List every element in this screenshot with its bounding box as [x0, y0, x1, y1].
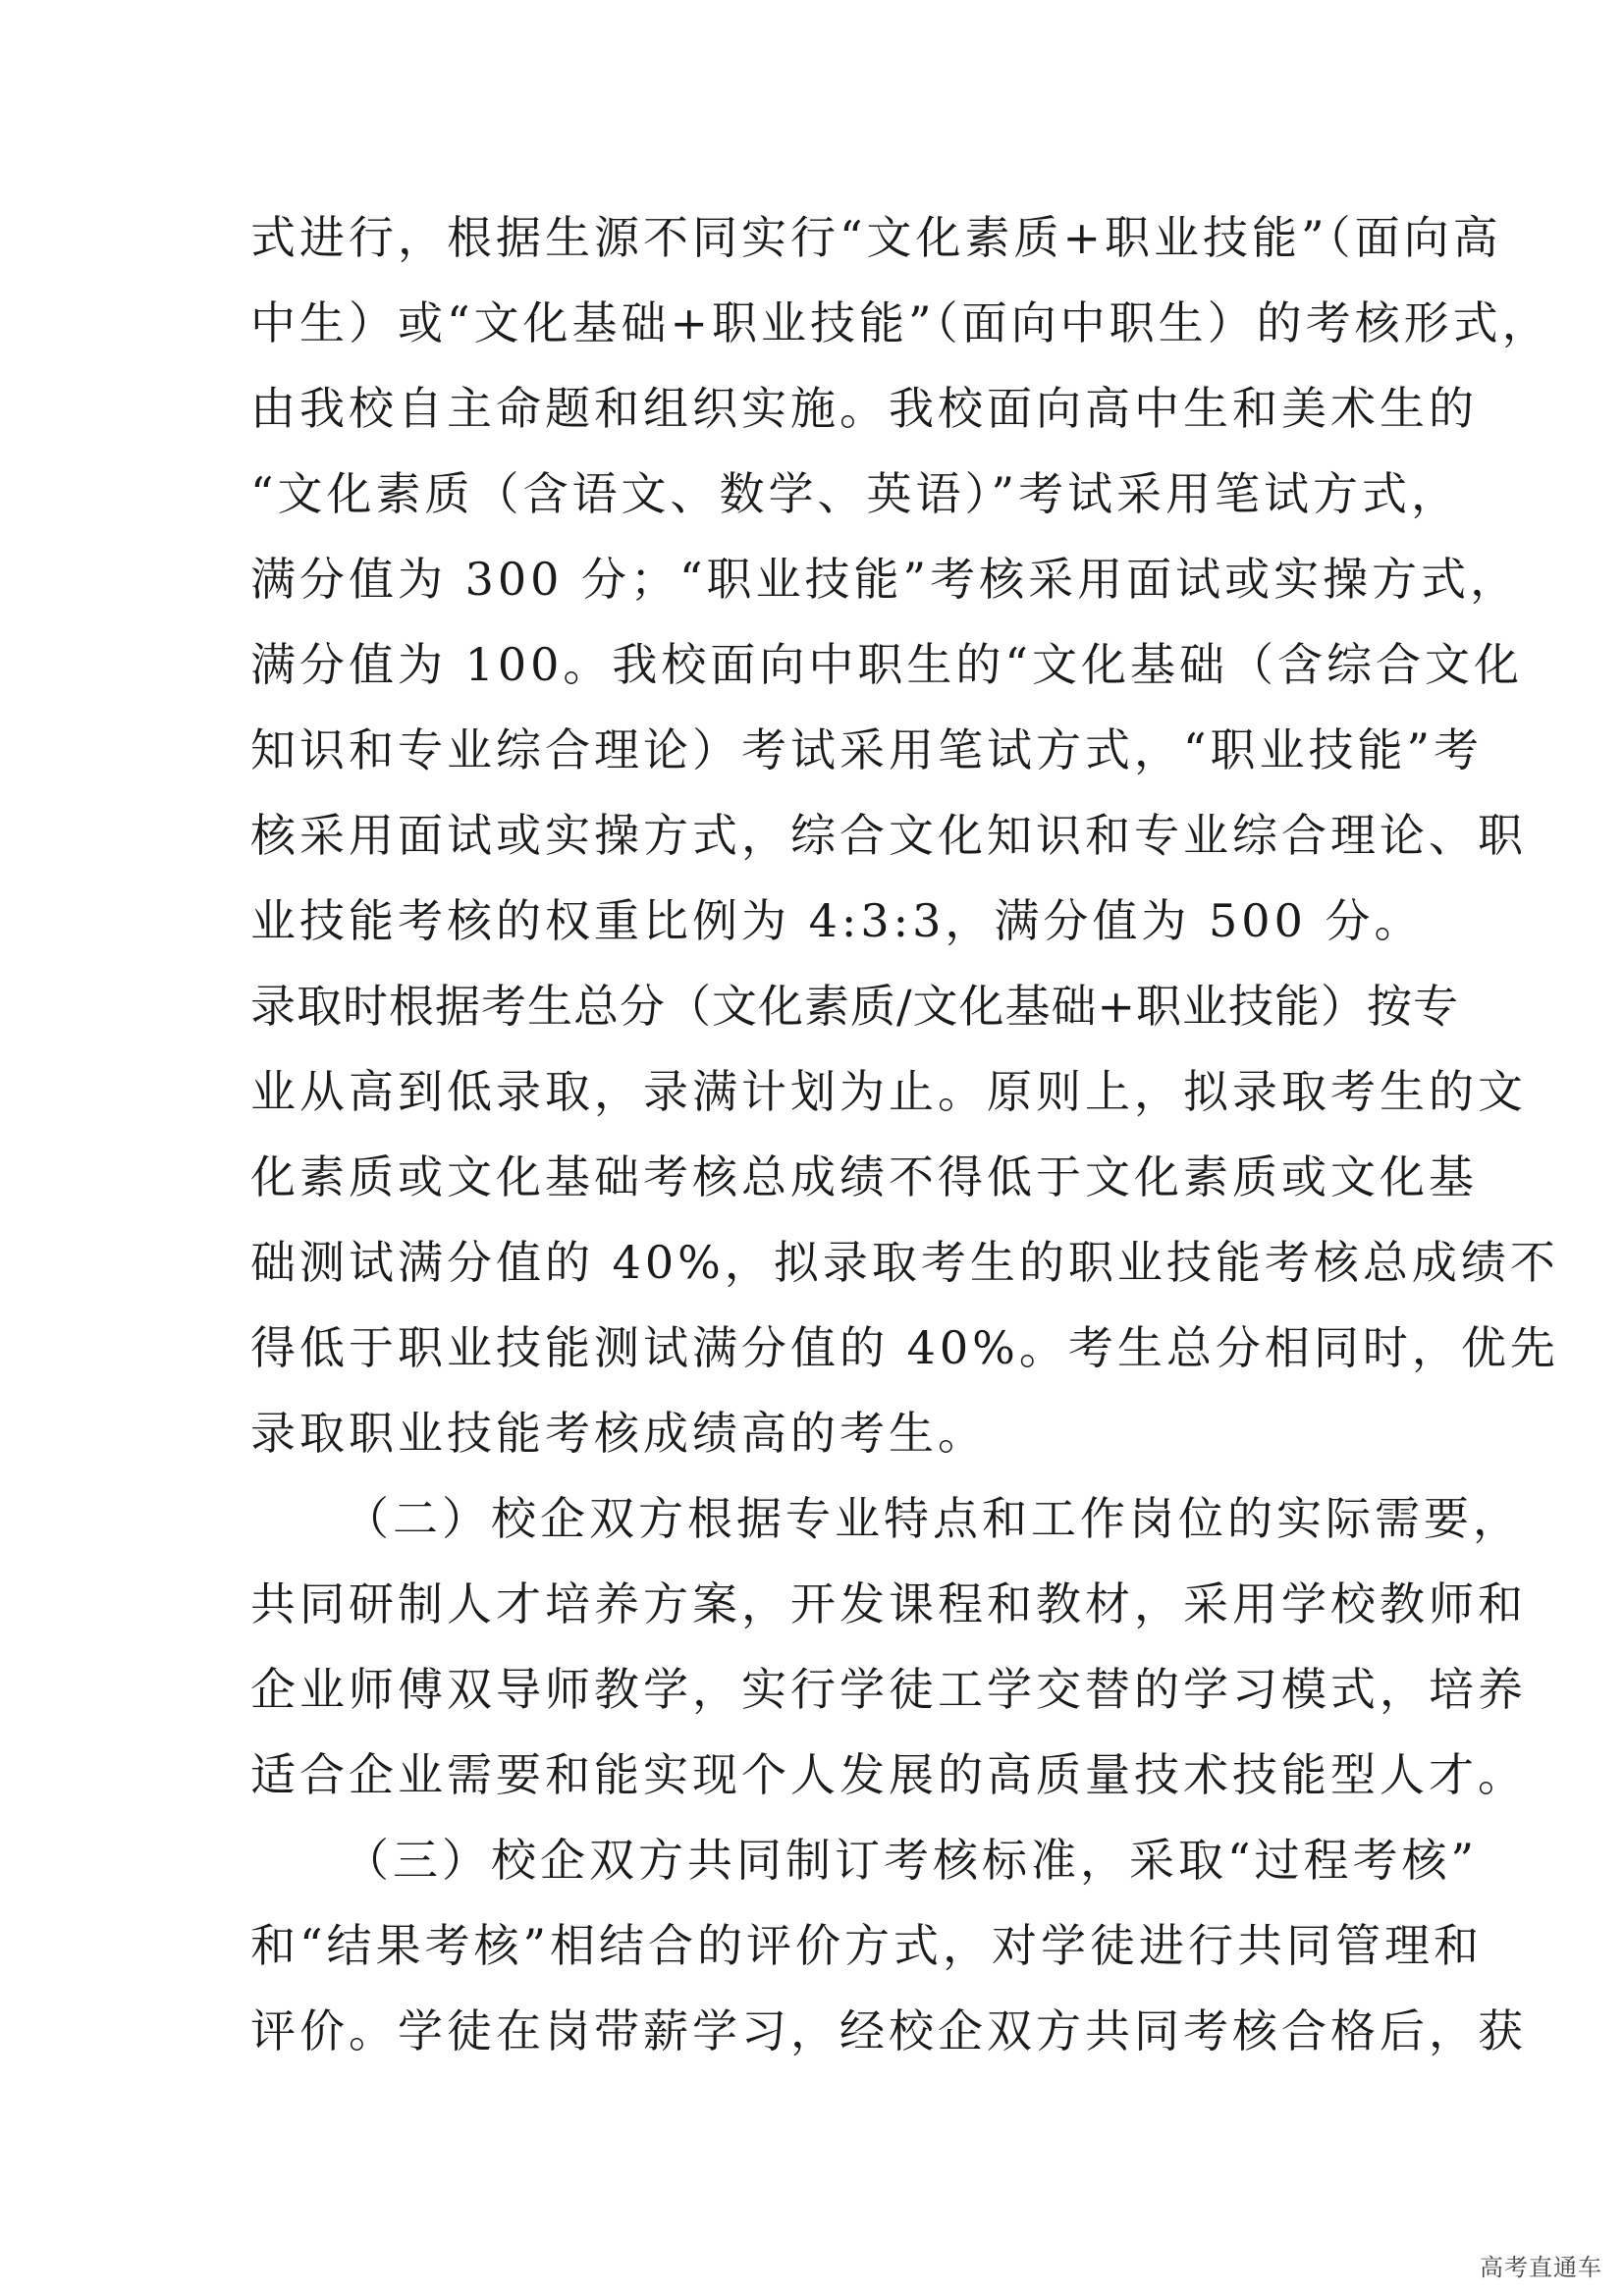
- paragraph-line: 录取职业技能考核成绩高的考生。: [250, 1407, 987, 1460]
- paragraph-line: 中生）或“文化基础+职业技能”（面向中职生）的考核形式，: [250, 296, 1551, 349]
- paragraph-line: （三）校企双方共同制订考核标准，采取“过程考核”: [344, 1834, 1479, 1887]
- paragraph-line: 得低于职业技能测试满分值的 40%。考生总分相同时，优先: [250, 1321, 1559, 1374]
- paragraph-line: 化素质或文化基础考核总成绩不得低于文化素质或文化基: [250, 1150, 1478, 1203]
- watermark-text: 高考直通车: [1480, 2254, 1602, 2281]
- paragraph-line: 础测试满分值的 40%，拟录取考生的职业技能考核总成绩不: [250, 1236, 1559, 1289]
- paragraph-line: 共同研制人才培养方案，开发课程和教材，采用学校教师和: [250, 1577, 1527, 1630]
- paragraph-line: 由我校自主命题和组织实施。我校面向高中生和美术生的: [250, 382, 1478, 435]
- paragraph-line: 企业师傅双导师教学，实行学徒工学交替的学习模式，培养: [250, 1663, 1527, 1716]
- paragraph-line: 适合企业需要和能实现个人发展的高质量技术技能型人才。: [250, 1748, 1527, 1801]
- paragraph-line: 业从高到低录取，录满计划为止。原则上，拟录取考生的文: [250, 1065, 1527, 1118]
- paragraph-line: 录取时根据考生总分（文化素质/文化基础+职业技能）按专: [250, 980, 1460, 1033]
- paragraph-line: 和“结果考核”相结合的评价方式，对学徒进行共同管理和: [250, 1919, 1484, 1972]
- paragraph-line: 满分值为 100。我校面向中职生的“文化基础（含综合文化: [250, 638, 1523, 691]
- paragraph-line: 核采用面试或实操方式，综合文化知识和专业综合理论、职: [250, 809, 1527, 862]
- paragraph-line: 业技能考核的权重比例为 4:3:3，满分值为 500 分。: [250, 894, 1424, 947]
- paragraph-line: 式进行，根据生源不同实行“文化素质+职业技能”（面向高: [250, 211, 1502, 264]
- paragraph-line: （二）校企双方根据专业特点和工作岗位的实际需要，: [344, 1492, 1522, 1545]
- paragraph-line: “文化素质（含语文、数学、英语）”考试采用笔试方式，: [250, 467, 1461, 520]
- paragraph-line: 知识和专业综合理论）考试采用笔试方式，“职业技能”考: [250, 723, 1484, 776]
- paragraph-line: 评价。学徒在岗带薪学习，经校企双方共同考核合格后，获: [250, 2004, 1527, 2057]
- paragraph-line: 满分值为 300 分；“职业技能”考核采用面试或实操方式，: [250, 553, 1520, 606]
